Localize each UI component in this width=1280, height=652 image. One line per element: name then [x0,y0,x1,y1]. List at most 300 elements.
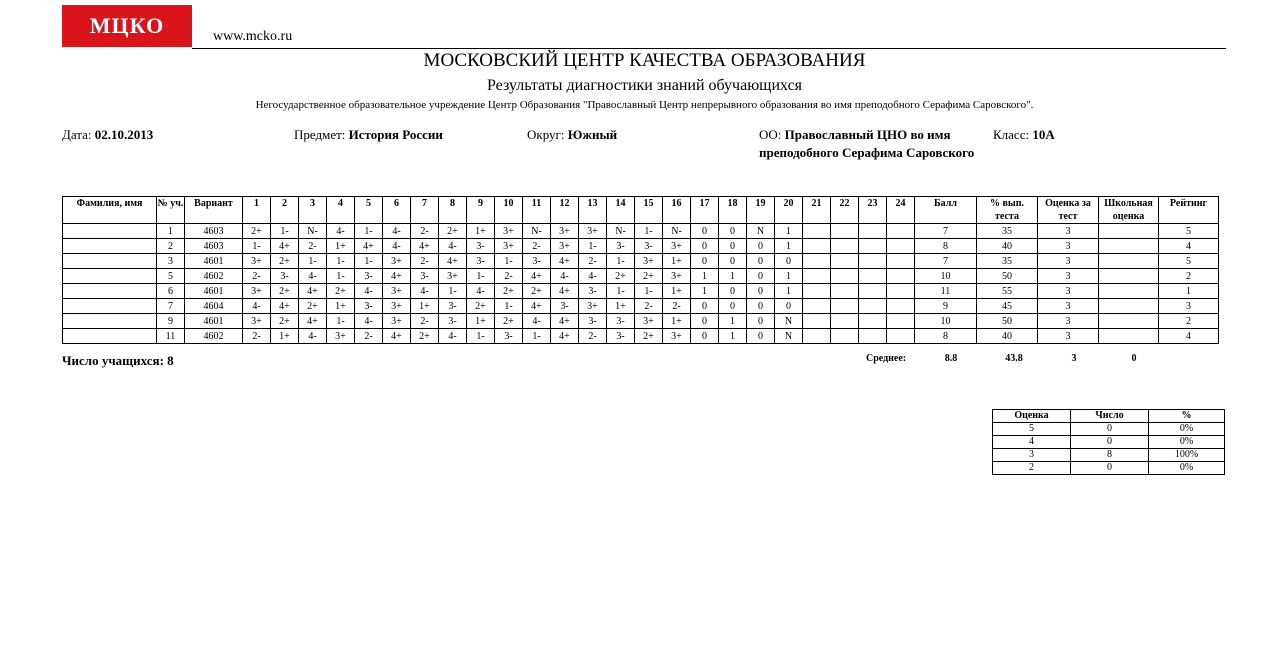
table-cell: 2+ [635,269,663,284]
table-cell: 1 [691,269,719,284]
district-label: Округ: [527,127,565,142]
table-cell: 3+ [579,224,607,239]
table-cell [1099,239,1159,254]
column-header: 8 [439,197,467,224]
table-cell: 1- [635,224,663,239]
table-cell: 0 [719,239,747,254]
table-cell: 3 [1038,299,1099,314]
table-cell [831,254,859,269]
table-cell: 1- [495,254,523,269]
subject-value: История России [348,127,443,142]
table-cell: 50 [977,314,1038,329]
column-header: 12 [551,197,579,224]
table-cell [887,299,915,314]
table-cell: 7 [915,254,977,269]
table-cell: 2- [411,314,439,329]
header-divider [192,48,1226,49]
average-label: Среднее: [866,353,907,364]
table-cell: 0 [719,299,747,314]
table-cell: 3 [1159,299,1219,314]
table-cell: 0 [691,239,719,254]
table-row [63,284,1219,299]
table-cell: 3- [495,329,523,344]
table-cell: 2+ [411,329,439,344]
table-cell: 5 [157,269,185,284]
table-cell [887,224,915,239]
table-cell: 35 [977,224,1038,239]
table-cell: 4+ [411,239,439,254]
column-header: 22 [831,197,859,224]
table-cell [803,224,831,239]
table-cell: 4+ [383,329,411,344]
table-cell [859,284,887,299]
table-cell: 3 [1038,329,1099,344]
column-header: 1 [243,197,271,224]
table-cell: 2- [523,239,551,254]
table-cell: 7 [915,224,977,239]
table-cell: 4+ [355,239,383,254]
sub-title: Результаты диагностики знаний обучающихся [486,77,803,94]
table-cell: 3 [1038,314,1099,329]
column-header: 21 [803,197,831,224]
student-name-cell [63,314,157,329]
summary-row [993,423,1225,436]
table-cell: 1- [495,299,523,314]
table-cell: 55 [977,284,1038,299]
table-cell: 4+ [551,329,579,344]
table-cell: 3 [1038,254,1099,269]
class-label: Класс: [993,127,1030,142]
table-cell: 3+ [243,314,271,329]
table-row [63,224,1219,239]
table-cell: 3+ [243,254,271,269]
student-name-cell [63,284,157,299]
table-cell: 8 [915,329,977,344]
grade-summary-table [992,409,1225,475]
table-cell: 0 [747,299,775,314]
table-cell: 5 [1159,224,1219,239]
table-cell: 4+ [523,269,551,284]
table-cell [859,314,887,329]
table-cell: 0 [747,329,775,344]
table-cell: 2 [1159,314,1219,329]
table-cell: 0 [691,314,719,329]
table-cell [887,254,915,269]
organization-line: Негосударственное образовательное учреждение Центр Образования "Православный Центр непрерывного образования во имя преподобного Серафима Саровского". [255,99,1034,111]
table-cell: 4+ [383,269,411,284]
table-cell: 0 [719,284,747,299]
table-cell [859,299,887,314]
table-cell: 3- [607,239,635,254]
table-cell: 1- [327,314,355,329]
table-cell: 4603 [185,224,243,239]
table-cell: 3+ [243,284,271,299]
district-value: Южный [567,127,618,142]
table-cell [803,314,831,329]
table-cell: 40 [977,239,1038,254]
meta-organization [759,126,989,162]
column-header: 19 [747,197,775,224]
table-cell [1099,269,1159,284]
table-row [63,239,1219,254]
table-cell: 4+ [299,284,327,299]
table-cell: 3- [355,299,383,314]
table-cell [859,269,887,284]
table-cell [803,239,831,254]
summary-cell: 4 [993,436,1071,449]
table-cell: 2 [1159,269,1219,284]
table-cell: N- [663,224,691,239]
table-cell: 0 [747,254,775,269]
table-cell: 1+ [663,254,691,269]
table-cell: 50 [977,269,1038,284]
table-cell: 0 [747,314,775,329]
table-cell: 11 [915,284,977,299]
table-cell: 1+ [327,299,355,314]
table-cell: 1- [523,329,551,344]
table-cell: 40 [977,329,1038,344]
table-cell: 1- [327,254,355,269]
table-cell: 4- [579,269,607,284]
table-cell: 1- [467,329,495,344]
table-cell: 4601 [185,314,243,329]
table-cell: 2+ [495,314,523,329]
table-cell: 0 [775,299,803,314]
table-cell: 3- [411,269,439,284]
table-cell [887,329,915,344]
table-cell: 2+ [271,314,299,329]
table-cell: 1- [579,239,607,254]
table-cell: 1 [775,224,803,239]
table-cell: 3 [1038,284,1099,299]
title-block [0,50,1280,111]
class-value: 10А [1032,127,1055,142]
average-school-grade: 0 [1131,353,1137,364]
table-cell: 1 [719,269,747,284]
table-cell: 4603 [185,239,243,254]
table-cell: 0 [775,254,803,269]
date-label: Дата: [62,127,92,142]
table-cell: 4- [411,284,439,299]
table-cell: 1- [271,224,299,239]
column-header: Вариант [185,197,243,224]
column-header: 23 [859,197,887,224]
table-cell: 3+ [495,239,523,254]
table-cell: 3- [635,239,663,254]
table-cell [831,314,859,329]
summary-cell: 0% [1149,462,1225,475]
table-cell: N [775,329,803,344]
summary-cell: 2 [993,462,1071,475]
table-cell: 0 [747,239,775,254]
table-cell: 1+ [607,299,635,314]
table-cell: 3+ [383,314,411,329]
table-cell: 1- [355,224,383,239]
table-cell: 4+ [299,314,327,329]
table-cell: 3+ [551,224,579,239]
table-cell: 1- [439,284,467,299]
table-cell: 4601 [185,254,243,269]
table-cell: 1+ [663,284,691,299]
summary-cell: 0 [1071,462,1149,475]
summary-column-header: Оценка [993,410,1071,423]
table-cell [887,269,915,284]
table-row [63,269,1219,284]
table-cell [859,239,887,254]
column-header: 7 [411,197,439,224]
table-cell: 2+ [467,299,495,314]
table-cell: 1 [1159,284,1219,299]
summary-row [993,449,1225,462]
column-header: % вып. теста [977,197,1038,224]
table-cell: 0 [691,329,719,344]
table-cell: N [747,224,775,239]
mcko-logo: МЦКО [62,5,192,47]
table-cell: N- [299,224,327,239]
table-cell [859,224,887,239]
table-cell: 3- [439,299,467,314]
summary-cell: 5 [993,423,1071,436]
table-cell: 3 [157,254,185,269]
results-header-row [63,197,1219,224]
table-cell [1099,224,1159,239]
table-row [63,254,1219,269]
column-header: 14 [607,197,635,224]
table-cell: 4- [551,269,579,284]
table-cell: N [775,314,803,329]
table-cell: 7 [157,299,185,314]
table-cell: 4 [1159,239,1219,254]
column-header: 11 [523,197,551,224]
table-cell: 5 [1159,254,1219,269]
table-cell: 1 [775,269,803,284]
table-cell: 2 [157,239,185,254]
student-name-cell [63,269,157,284]
table-row [63,314,1219,329]
table-cell: N- [607,224,635,239]
column-header: Рейтинг [1159,197,1219,224]
table-cell [887,239,915,254]
table-cell: 1+ [467,224,495,239]
column-header: 3 [299,197,327,224]
column-header: 18 [719,197,747,224]
table-cell: 0 [691,224,719,239]
table-cell: 3+ [579,299,607,314]
table-cell: 3+ [495,224,523,239]
table-row [63,299,1219,314]
table-cell: 3- [439,314,467,329]
table-cell: 3+ [439,269,467,284]
table-cell: 4604 [185,299,243,314]
table-cell: 4+ [551,254,579,269]
meta-class [993,126,1055,144]
table-cell: 2+ [523,284,551,299]
average-score: 8.8 [944,353,958,364]
table-cell: 2- [411,224,439,239]
table-cell [859,254,887,269]
table-cell: 3+ [551,239,579,254]
table-cell: 1 [775,284,803,299]
column-header: 13 [579,197,607,224]
table-cell: 2+ [243,224,271,239]
summary-cell: 100% [1149,449,1225,462]
table-cell [831,239,859,254]
table-cell: 3+ [663,269,691,284]
table-cell: 0 [747,269,775,284]
table-cell: 9 [157,314,185,329]
column-header: 4 [327,197,355,224]
results-table [62,196,1219,344]
table-cell [803,329,831,344]
table-cell: 2- [663,299,691,314]
summary-cell: 3 [993,449,1071,462]
table-cell: 3+ [383,299,411,314]
table-cell: 1- [299,254,327,269]
table-cell [831,329,859,344]
table-cell: 35 [977,254,1038,269]
table-cell: 2- [299,239,327,254]
column-header: 20 [775,197,803,224]
table-cell: 0 [719,254,747,269]
column-header: 16 [663,197,691,224]
meta-date [62,126,153,144]
table-cell: 4+ [551,314,579,329]
table-cell: 0 [691,299,719,314]
table-cell: 3- [579,314,607,329]
table-cell [1099,299,1159,314]
table-cell: 3+ [663,329,691,344]
table-cell: 1 [157,224,185,239]
site-url: www.mcko.ru [213,29,293,44]
table-cell: 2+ [271,284,299,299]
column-header: 15 [635,197,663,224]
table-cell: 3- [467,254,495,269]
summary-cell: 0 [1071,423,1149,436]
oo-value: Православный ЦНО во имя преподобного Серафима Саровского [759,127,975,160]
table-cell: 4+ [523,299,551,314]
table-cell: 2+ [271,254,299,269]
table-cell: 11 [157,329,185,344]
table-cell: 1- [607,284,635,299]
table-cell: 3- [579,284,607,299]
table-cell: 1+ [663,314,691,329]
table-cell: 2+ [327,284,355,299]
table-cell: 6 [157,284,185,299]
table-cell: 3+ [635,254,663,269]
table-cell: 3+ [635,314,663,329]
table-cell: 3- [271,269,299,284]
table-cell [859,329,887,344]
table-cell [831,284,859,299]
table-cell [1099,254,1159,269]
table-cell: 4602 [185,329,243,344]
meta-subject [294,126,443,144]
table-cell: 4 [1159,329,1219,344]
column-header: 24 [887,197,915,224]
table-cell: 0 [719,224,747,239]
table-cell [803,284,831,299]
table-cell: 9 [915,299,977,314]
table-cell: 3 [1038,269,1099,284]
table-cell: 2+ [495,284,523,299]
student-count: Число учащихся: 8 [62,353,174,368]
table-cell: 1 [719,314,747,329]
table-cell: 4- [439,329,467,344]
table-cell: 3- [523,254,551,269]
table-cell: 4- [299,329,327,344]
table-cell: 3+ [383,254,411,269]
table-cell: 3+ [663,239,691,254]
table-cell: 2- [355,329,383,344]
table-cell: 1+ [327,239,355,254]
table-cell: 1- [607,254,635,269]
table-cell: 4- [243,299,271,314]
table-cell: 4601 [185,284,243,299]
table-cell: 3- [607,314,635,329]
column-header: 6 [383,197,411,224]
table-cell: 4- [467,284,495,299]
table-cell: 1- [635,284,663,299]
table-cell [1099,329,1159,344]
student-name-cell [63,254,157,269]
table-cell: 4- [355,314,383,329]
table-cell: 4- [355,284,383,299]
table-cell: 4- [383,239,411,254]
table-cell: 3 [1038,224,1099,239]
table-cell: 0 [747,284,775,299]
table-cell: 2- [579,329,607,344]
table-cell: 3+ [383,284,411,299]
table-cell: 10 [915,314,977,329]
summary-cell: 0 [1071,436,1149,449]
date-value: 02.10.2013 [94,127,154,142]
summary-column-header: Число [1071,410,1149,423]
table-cell: 10 [915,269,977,284]
table-cell: 45 [977,299,1038,314]
table-cell [887,284,915,299]
student-name-cell [63,224,157,239]
table-cell: 1 [691,284,719,299]
table-cell: 2+ [299,299,327,314]
summary-row [993,436,1225,449]
average-percent: 43.8 [1005,353,1023,364]
student-name-cell [63,299,157,314]
column-header: 9 [467,197,495,224]
subject-label: Предмет: [294,127,346,142]
table-cell [1099,314,1159,329]
table-cell: 1+ [271,329,299,344]
summary-row [993,462,1225,475]
summary-header-row [993,410,1225,423]
table-cell: 2+ [635,329,663,344]
table-cell [803,269,831,284]
table-cell: 1 [775,239,803,254]
table-cell: 1+ [411,299,439,314]
table-cell [1099,284,1159,299]
column-header: 5 [355,197,383,224]
oo-label: ОО: [759,127,782,142]
summary-cell: 8 [1071,449,1149,462]
column-header: Балл [915,197,977,224]
table-cell: 2- [579,254,607,269]
table-cell: 2- [243,329,271,344]
table-cell: 1+ [467,314,495,329]
table-cell [803,254,831,269]
summary-cell: 0% [1149,436,1225,449]
summary-column-header: % [1149,410,1225,423]
table-cell: 2+ [607,269,635,284]
average-grade: 3 [1071,353,1077,364]
